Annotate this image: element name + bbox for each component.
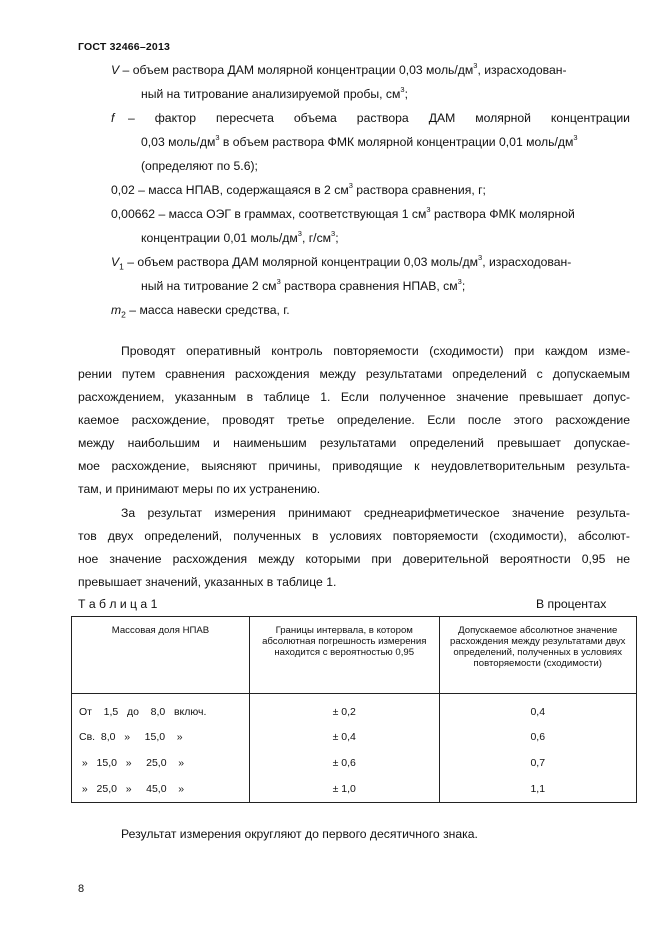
- para2-line: превышает значений, указанных в таблице 1.: [78, 575, 337, 589]
- para1-line: мое расхождение, выясняют причины, приводящие к неудовлетворительным результа-: [78, 459, 630, 473]
- table-row: [72, 724, 637, 750]
- cell-mass-fraction: » 25,0 » 45,0 »: [72, 776, 250, 803]
- def-v-line2: ный на титрование анализируемой пробы, $см^3$;: [141, 84, 408, 101]
- cell-interval: ± 0,6: [249, 750, 439, 776]
- para1-line: расхождением, указанным в таблице 1. Если полученное значение превышает допус-: [78, 390, 630, 404]
- para2-line: ное значение расхождения между которыми при доверительной вероятности 0,95 не: [78, 552, 630, 566]
- def-00662-line1: 0,00662 – масса ОЭГ в граммах, соответствующая 1 $см^3$ раствора ФМК молярной: [111, 204, 575, 221]
- def-f-line3: (определяют по 5.6);: [141, 159, 258, 173]
- def-f-line1: f: [111, 111, 115, 125]
- para1-line: рении путем сравнения расхождения между результатами определений с допускаемым: [78, 367, 630, 381]
- table-row: [72, 694, 637, 725]
- def-f-line2: 0,03 моль/$дм^3$ в объем раствора ФМК молярной концентрации 0,01 моль/$дм^3$: [141, 132, 578, 149]
- document-header: ГОСТ 32466–2013: [78, 41, 171, 53]
- para2-line: тов двух определений, полученных в условиях повторяемости (сходимости), абсолют-: [78, 529, 630, 543]
- table-row: [72, 750, 637, 776]
- para1-line: Проводят оперативный контроль повторяемости (сходимости) при каждом изме-: [121, 344, 630, 358]
- def-v1-line2: ный на титрование 2 $см^3$ раствора сравнения НПАВ, $см^3$;: [141, 276, 466, 293]
- table-header-row: [72, 617, 637, 694]
- header-mass-fraction: Массовая доля НПАВ: [72, 617, 250, 694]
- table-caption: Т а б л и ц а 1: [78, 597, 158, 611]
- def-v1-line1: $V_1$ – объем раствора ДАМ молярной концентрации 0,03 моль/$дм^3$, израсходован-: [111, 252, 572, 272]
- cell-interval: ± 1,0: [249, 776, 439, 803]
- cell-tolerance: 0,4: [439, 694, 637, 725]
- cell-tolerance: 0,6: [439, 724, 637, 750]
- header-interval: Границы интервала, в котором абсолютная погрешность измерения находится с вероятностью 0,95: [249, 617, 439, 694]
- page-number: 8: [78, 883, 85, 895]
- def-m2: $m_2$ – масса навески средства, г.: [111, 303, 290, 320]
- para2-line: За результат измерения принимают среднеарифметическое значение результа-: [121, 506, 630, 520]
- final-note: Результат измерения округляют до первого десятичного знака.: [121, 827, 478, 841]
- cell-tolerance: 0,7: [439, 750, 637, 776]
- para1-line: между наибольшим и наименьшим результатами определений превышает допускае-: [78, 436, 630, 450]
- cell-tolerance: 1,1: [439, 776, 637, 803]
- cell-mass-fraction: » 15,0 » 25,0 »: [72, 750, 250, 776]
- data-table: [71, 616, 637, 803]
- cell-interval: ± 0,2: [249, 694, 439, 725]
- def-v-line1: V – объем раствора ДАМ молярной концентрации 0,03 моль/$дм^3$, израсходован-: [111, 60, 567, 77]
- def-002: 0,02 – масса НПАВ, содержащаяся в 2 $см^3$ раствора сравнения, г;: [111, 180, 486, 197]
- cell-mass-fraction: От 1,5 до 8,0 включ.: [72, 694, 250, 725]
- table-row: [72, 776, 637, 803]
- cell-mass-fraction: Св. 8,0 » 15,0 »: [72, 724, 250, 750]
- para1-line: каемое расхождение, проводят третье определение. Если после этого расхождение: [78, 413, 630, 427]
- def-f-line1-text: – фактор пересчета объема раствора ДАМ молярной концентрации: [128, 111, 630, 125]
- header-tolerance: Допускаемое абсолютное значение расхождения между результатами двух определений, полученных в условиях повторяемости (сходимости): [439, 617, 637, 694]
- table-unit: В процентах: [536, 597, 607, 611]
- cell-interval: ± 0,4: [249, 724, 439, 750]
- def-00662-line2: концентрации 0,01 моль/$дм^3$, $г/см^3$;: [141, 228, 339, 245]
- para1-line: там, и принимают меры по их устранению.: [78, 482, 321, 496]
